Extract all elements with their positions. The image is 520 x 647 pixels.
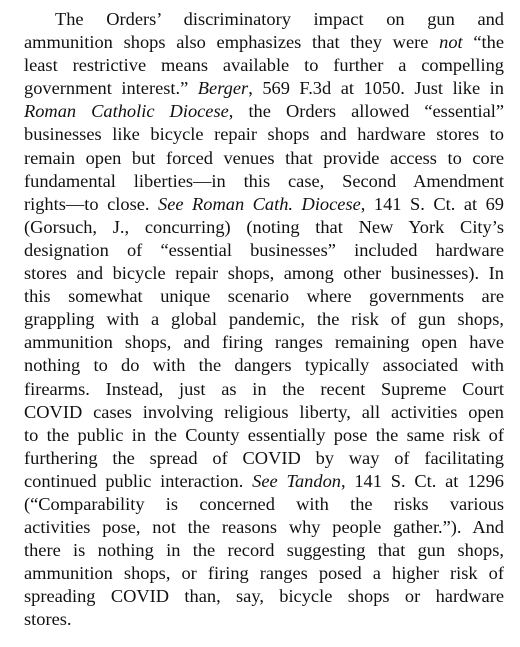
- text-line: [24, 378, 504, 401]
- text-run: least restrictive means available to further a compelling: [24, 55, 504, 76]
- text-line: [24, 147, 504, 170]
- text-line: [24, 77, 504, 100]
- text-run: nothing to do with the dangers typically associated with: [24, 355, 504, 376]
- text-line: [24, 54, 504, 77]
- text-run: remain open but forced venues that provide access to core: [24, 147, 504, 168]
- text-run: “the: [462, 32, 504, 53]
- text-line: [24, 539, 504, 562]
- text-run: , 569 F.3d at 1050. Just like in: [248, 78, 504, 99]
- text-line: [24, 354, 504, 377]
- italic-citation-text: See Tandon: [252, 470, 341, 491]
- text-run: activities pose, not the reasons why people gather.”). And: [24, 517, 504, 538]
- italic-citation-text: Berger: [197, 78, 249, 99]
- text-line: [24, 562, 504, 585]
- text-run: COVID cases involving religious liberty, all activities open: [24, 401, 504, 422]
- text-run: fundamental liberties—in this case, Second Amendment: [24, 170, 504, 191]
- document-page: [24, 8, 504, 632]
- text-run: (“Comparability is concerned with the risks various: [24, 493, 504, 514]
- text-line: [24, 424, 504, 447]
- text-line: [24, 31, 504, 54]
- text-run: firearms. Instead, just as in the recent Supreme Court: [24, 378, 504, 399]
- text-run: grappling with a global pandemic, the risk of gun shops,: [24, 309, 504, 330]
- text-line: [24, 170, 504, 193]
- text-run: furthering the spread of COVID by way of facilitating: [24, 447, 504, 468]
- text-run: , 141 S. Ct. at 1296: [340, 470, 505, 491]
- text-run: (Gorsuch, J., concurring) (noting that New York City’s: [24, 216, 504, 237]
- text-run: The Orders’ discriminatory impact on gun and: [55, 9, 504, 29]
- text-line: [24, 493, 504, 516]
- text-line: [24, 8, 504, 31]
- text-line: [24, 331, 504, 354]
- text-line: [24, 516, 504, 539]
- text-line: [24, 585, 504, 608]
- text-run: stores and bicycle repair shops, among other businesses). In: [24, 263, 504, 284]
- body-paragraph: [24, 8, 504, 632]
- text-run: ammunition shops also emphasizes that they were: [24, 32, 440, 53]
- text-run: government interest.”: [24, 78, 198, 99]
- text-run: , 141 S. Ct. at 69: [360, 193, 505, 214]
- text-run: businesses like bicycle repair shops and hardware stores to: [24, 124, 504, 145]
- text-line: [24, 262, 504, 285]
- text-run: rights—to close.: [24, 193, 159, 214]
- text-run: ammunition shops, and firing ranges remaining open have: [24, 332, 504, 353]
- text-line: [24, 100, 504, 123]
- text-run: spreading COVID than, say, bicycle shops or hardware: [24, 586, 504, 607]
- text-line: [24, 285, 504, 308]
- text-line: [24, 470, 504, 493]
- text-line: [24, 216, 504, 239]
- text-run: designation of “essential businesses” included hardware: [24, 239, 504, 260]
- italic-citation-text: not: [439, 32, 463, 53]
- text-run: stores.: [24, 609, 72, 630]
- text-line: [24, 608, 504, 631]
- text-run: continued public interaction.: [24, 470, 253, 491]
- text-run: ammunition shops, or firing ranges posed a higher risk of: [24, 563, 504, 584]
- text-line: [24, 447, 504, 470]
- text-run: , the Orders allowed “essential”: [228, 101, 504, 122]
- italic-citation-text: See Roman Cath. Diocese: [158, 193, 361, 214]
- text-run: there is nothing in the record suggesting that gun shops,: [24, 540, 504, 561]
- italic-citation-text: Roman Catholic Diocese: [24, 101, 229, 122]
- text-line: [24, 401, 504, 424]
- text-line: [24, 308, 504, 331]
- text-line: [24, 239, 504, 262]
- text-line: [24, 123, 504, 146]
- text-run: to the public in the County essentially pose the same risk of: [24, 424, 504, 445]
- text-run: this somewhat unique scenario where governments are: [24, 286, 504, 307]
- text-line: [24, 193, 504, 216]
